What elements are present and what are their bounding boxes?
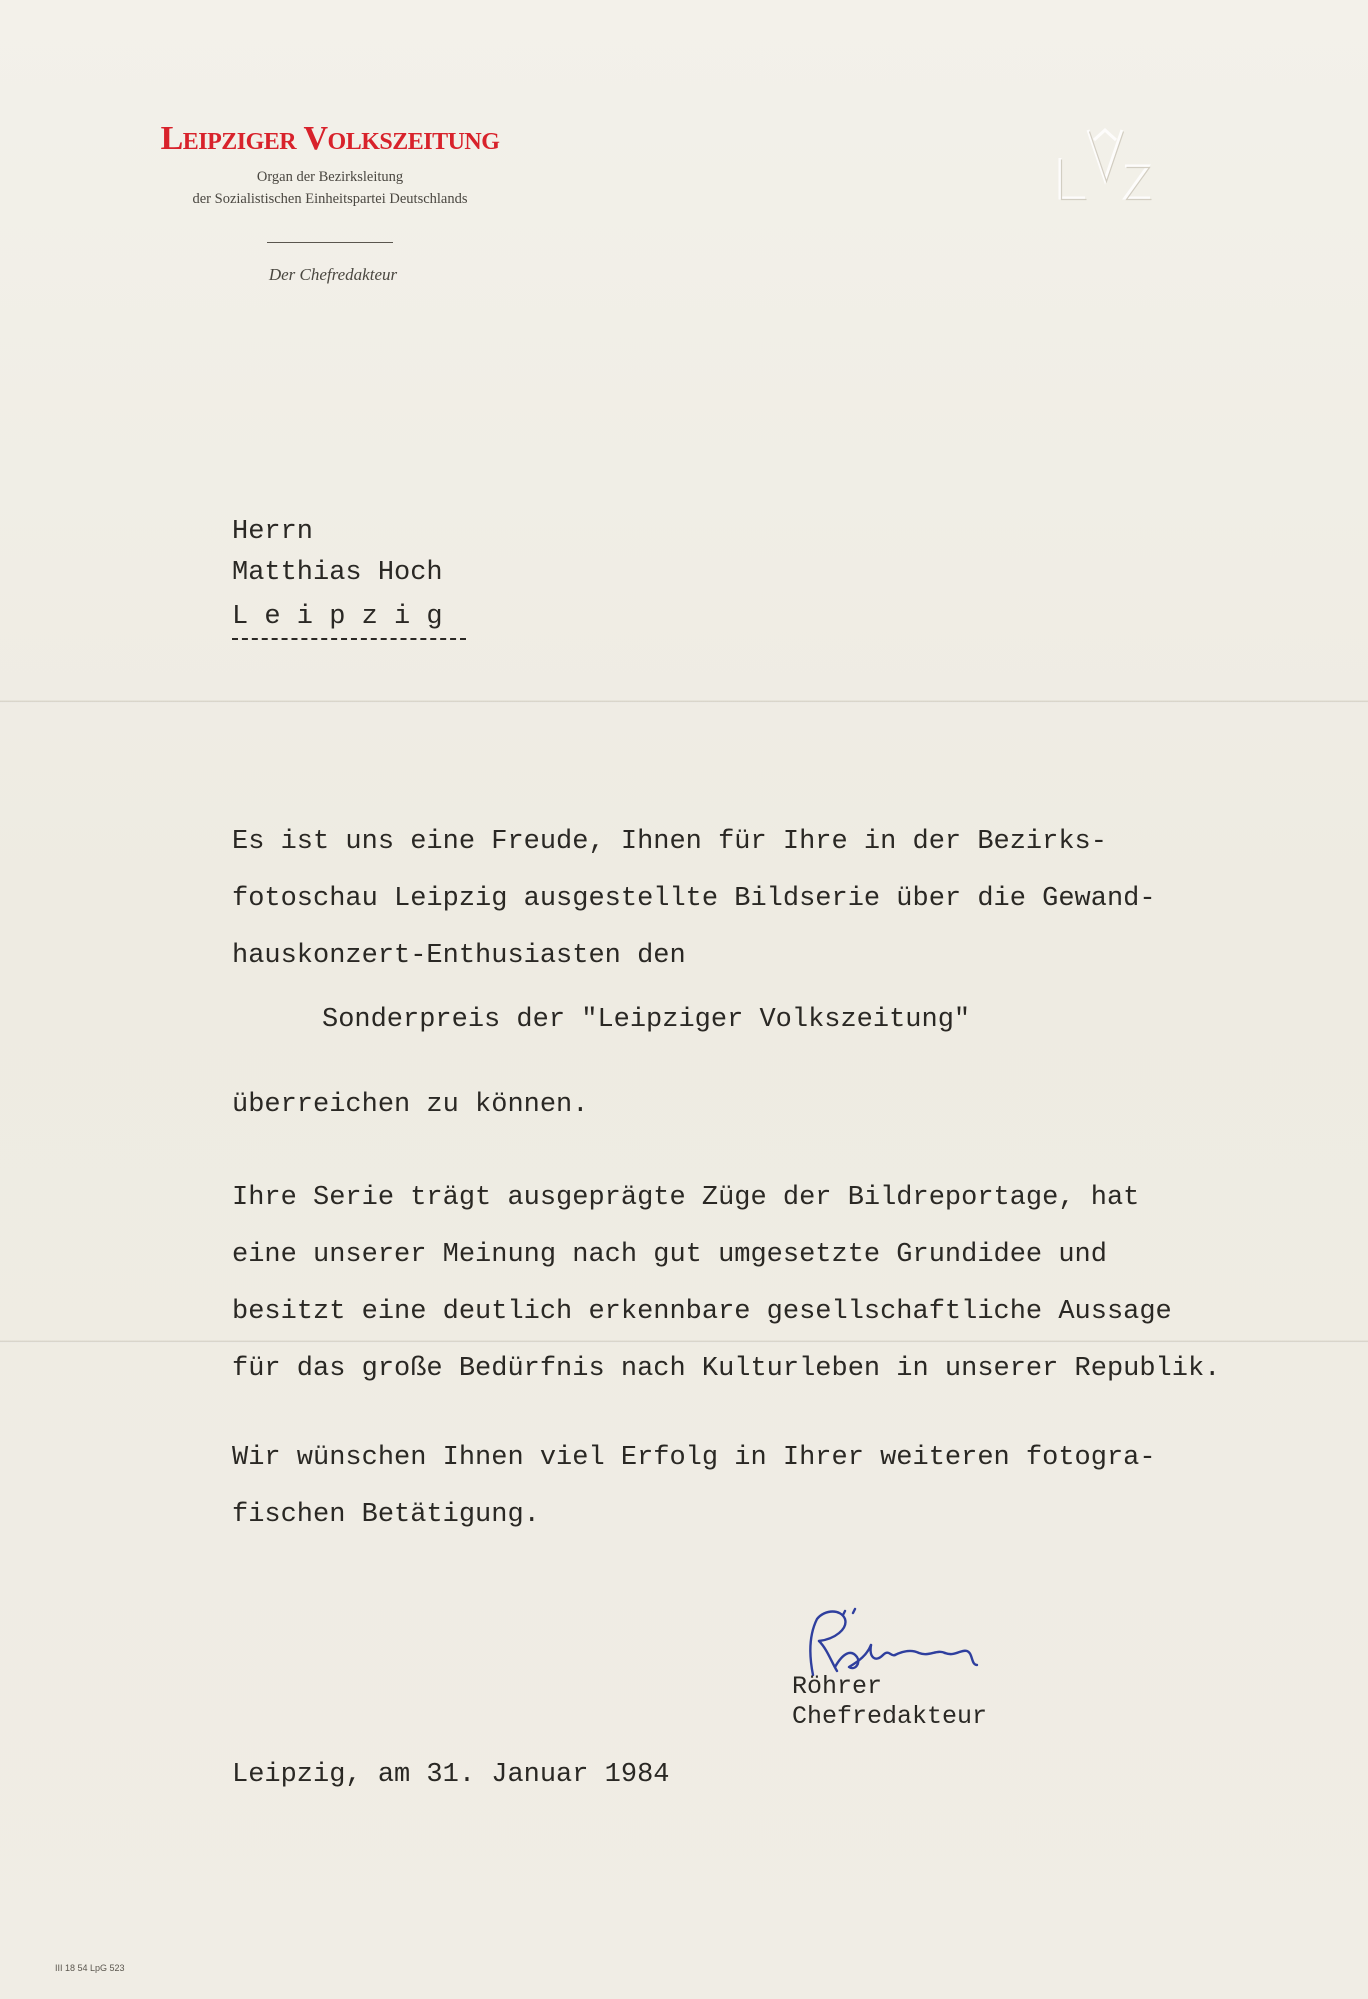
body-paragraph: überreichen zu können. bbox=[232, 1090, 589, 1120]
signer-name: Röhrer bbox=[792, 1672, 883, 1701]
recipient-city: L e i p z i g bbox=[232, 602, 443, 632]
body-paragraph: Ihre Serie trägt ausgeprägte Züge der Bildreportage, hat eine unserer Meinung nach gut umgesetzte Grundidee und besitzt eine deutlich erkennbare gesellschaftliche Aussage für das große Bedürfnis nach Kulturleben in unserer Republik. bbox=[232, 1183, 1221, 1384]
signer-block bbox=[792, 1672, 987, 1732]
recipient-address bbox=[232, 512, 443, 594]
editor-title: Der Chefredakteur bbox=[268, 265, 398, 284]
place-date: Leipzig, am 31. Januar 1984 bbox=[232, 1760, 670, 1790]
organ-line: der Sozialistischen Einheitspartei Deutschlands bbox=[192, 191, 468, 207]
organ-line: Organ der Bezirksleitung bbox=[256, 169, 404, 185]
body-paragraph: Es ist uns eine Freude, Ihnen für Ihre in der Bezirks- fotoschau Leipzig ausgestellte Bildserie über die Gewand- hauskonzert-Enthusiasten den bbox=[232, 827, 1156, 971]
recipient-name: Matthias Hoch bbox=[232, 558, 443, 588]
lvz-emboss-logo bbox=[1030, 118, 1170, 218]
divider bbox=[267, 242, 393, 243]
signer-title: Chefredakteur bbox=[792, 1702, 988, 1731]
salutation: Herrn bbox=[232, 517, 314, 547]
organ-description bbox=[130, 166, 530, 210]
city-underline bbox=[232, 638, 466, 640]
letterhead bbox=[130, 120, 530, 285]
body-paragraph: Wir wünschen Ihnen viel Erfolg in Ihrer weiteren fotogra- fischen Betätigung. bbox=[232, 1443, 1156, 1530]
award-name: Sonderpreis der "Leipziger Volkszeitung" bbox=[322, 1005, 971, 1035]
print-code: III 18 54 LpG 523 bbox=[55, 1963, 125, 1973]
newspaper-brand: Leipziger Volkszeitung bbox=[160, 120, 500, 157]
fold-line bbox=[0, 700, 1368, 703]
